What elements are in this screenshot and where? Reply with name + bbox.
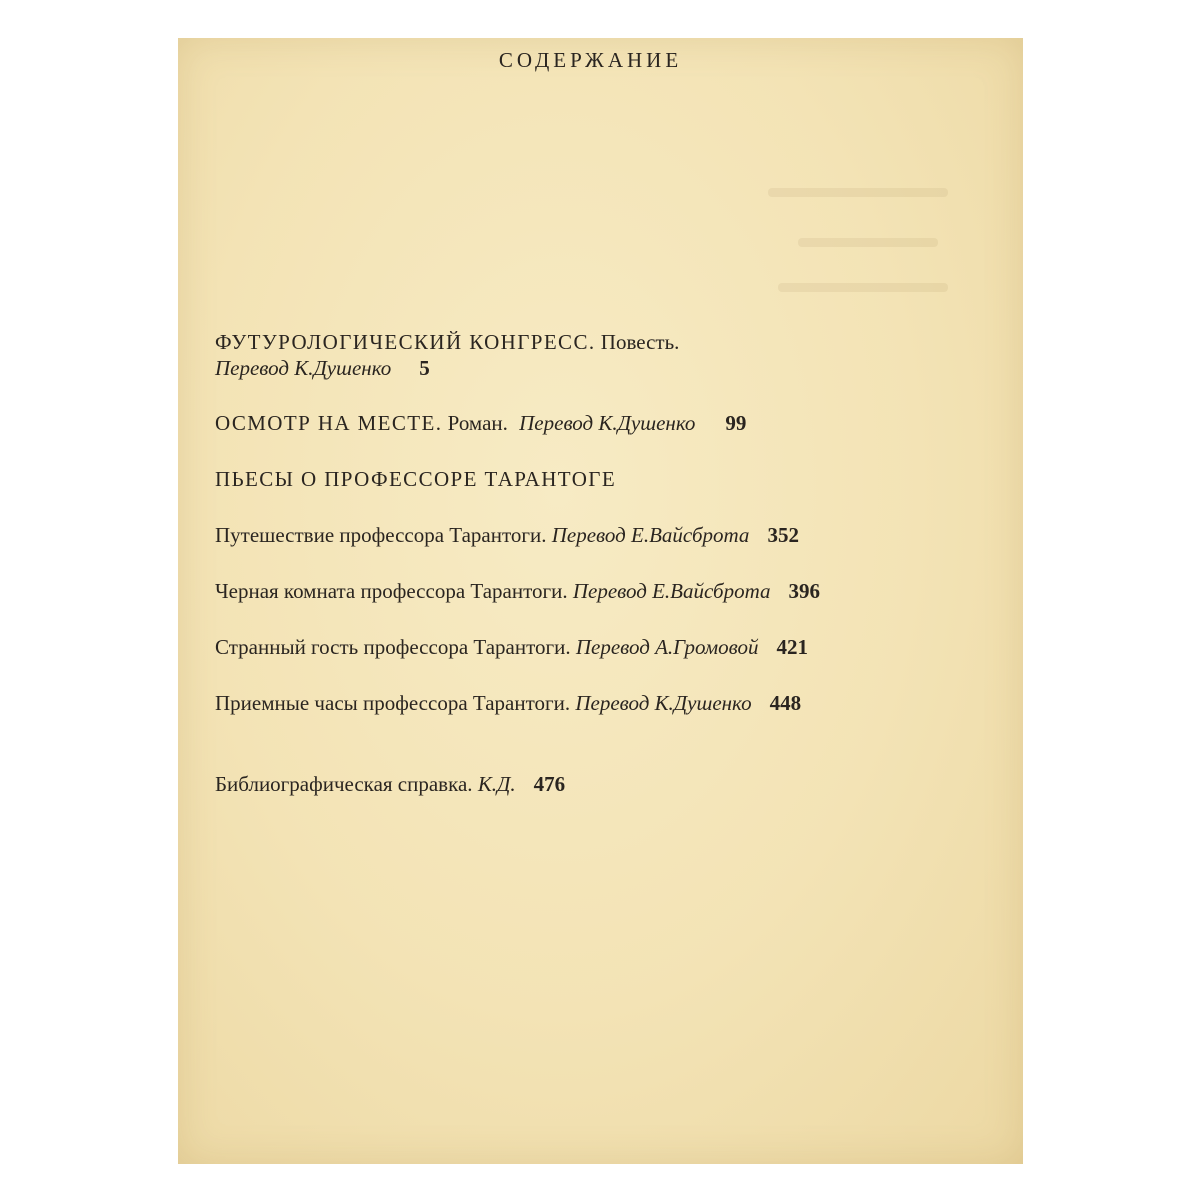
contents-heading: СОДЕРЖАНИЕ (498, 48, 683, 72)
book-page (178, 38, 1023, 1164)
entry-translator: К.Д. (477, 772, 516, 796)
entry-translator: Перевод А.Громовой (575, 635, 759, 659)
toc-entry-futurological-congress-translator (215, 356, 430, 381)
entry-title: Приемные часы профессора Тарантоги. (215, 691, 571, 715)
entry-title: ФУТУРОЛОГИЧЕСКИЙ КОНГРЕСС. (215, 330, 596, 354)
toc-section-tarantoga-plays (215, 467, 616, 492)
toc-entry-inspection-on-site (215, 411, 746, 436)
entry-translator: Перевод К.Душенко (575, 691, 752, 715)
entry-title: Путешествие профессора Тарантоги. (215, 523, 547, 547)
toc-entry-tarantoga-strange-guest (215, 635, 808, 660)
entry-translator: Перевод К.Душенко (519, 411, 696, 435)
entry-translator: Перевод К.Душенко (215, 356, 392, 380)
toc-entry-tarantoga-journey (215, 523, 799, 548)
entry-page-number: 99 (725, 411, 747, 435)
entry-title: ОСМОТР НА МЕСТЕ. (215, 411, 443, 435)
entry-page-number: 5 (419, 356, 430, 380)
show-through-mark (768, 188, 948, 197)
entry-title: Странный гость профессора Тарантоги. (215, 635, 571, 659)
entry-page-number: 352 (767, 523, 799, 547)
entry-translator: Перевод Е.Вайсброта (572, 579, 771, 603)
entry-page-number: 421 (776, 635, 808, 659)
entry-title: Черная комната профессора Тарантоги. (215, 579, 568, 603)
show-through-mark (798, 238, 938, 247)
entry-page-number: 476 (533, 772, 566, 796)
entry-genre: Повесть. (600, 330, 680, 354)
entry-genre: Роман. (447, 411, 508, 435)
show-through-mark (778, 283, 948, 292)
toc-entry-bibliographic-note (215, 772, 565, 797)
entry-page-number: 396 (788, 579, 821, 603)
section-title: ПЬЕСЫ О ПРОФЕССОРЕ ТАРАНТОГЕ (215, 467, 617, 491)
entry-title: Библиографическая справка. (215, 772, 473, 796)
toc-entry-futurological-congress (215, 330, 679, 355)
entry-page-number: 448 (769, 691, 802, 715)
toc-entry-tarantoga-black-room (215, 579, 820, 604)
toc-entry-tarantoga-office-hours (215, 691, 801, 716)
entry-translator: Перевод Е.Вайсброта (551, 523, 750, 547)
